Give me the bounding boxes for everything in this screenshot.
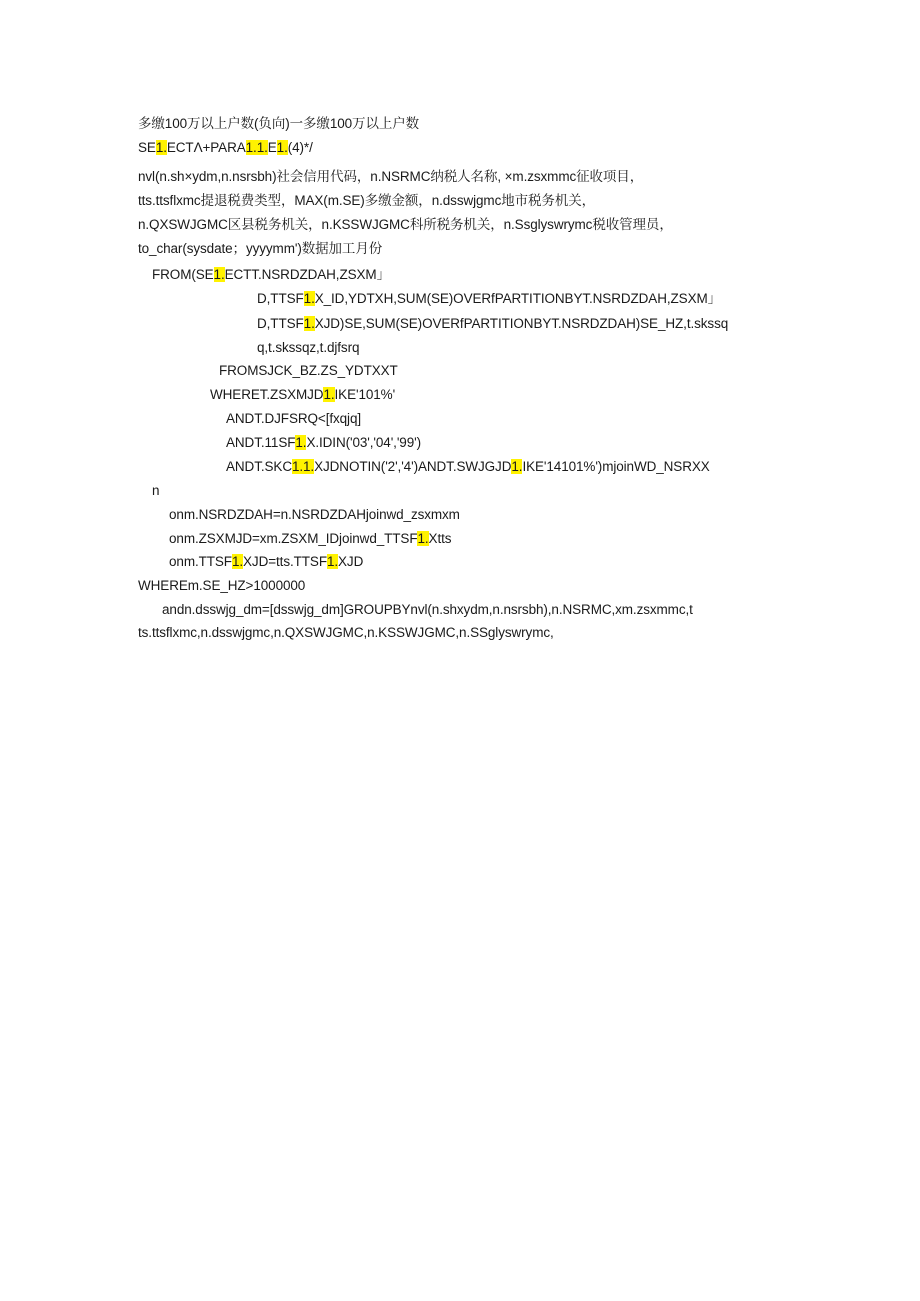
line-text: Xtts — [428, 531, 452, 546]
line-text: onm.ZSXMJD=xm.ZSXM_IDjoinwd_TTSF — [169, 531, 418, 546]
highlighted-text: 1. — [417, 531, 429, 546]
line-text: XJD=tts.TTSF — [243, 554, 327, 569]
line-text: n.QXSWJGMC区县税务机关，n.KSSWJGMC科所税务机关，n.Ssglyswrymc税收管理员， — [138, 217, 673, 232]
line-text: ts.ttsflxmc,n.dsswjgmc,n.QXSWJGMC,n.KSSWJGMC,n.SSglyswrymc, — [138, 625, 554, 640]
highlighted-text: 1.1. — [291, 459, 315, 474]
line-text: ECTΛ+PARA — [166, 140, 246, 155]
highlighted-text: 1. — [323, 387, 335, 402]
doc-line — [138, 168, 643, 186]
doc-line — [138, 216, 673, 234]
doc-line — [169, 506, 460, 524]
highlighted-text: 1. — [303, 291, 315, 306]
line-text: D,TTSF — [257, 316, 304, 331]
doc-line — [138, 624, 554, 642]
line-text: onm.TTSF — [169, 554, 232, 569]
doc-line — [138, 139, 313, 157]
highlighted-text: 1. — [303, 316, 315, 331]
line-text: ANDT.SKC — [226, 459, 292, 474]
doc-line — [138, 115, 419, 133]
doc-line — [257, 290, 721, 308]
line-text: andn.dsswjg_dm=[dsswjg_dm]GROUPBYnvl(n.shxydm,n.nsrsbh),n.NSRMC,xm.zsxmmc,t — [162, 602, 693, 617]
line-text: FROMSJCK_BZ.ZS_YDTXXT — [219, 363, 398, 378]
line-text: q,t.skssqz,t.djfsrq — [257, 340, 360, 355]
doc-line — [219, 362, 398, 380]
line-text: n — [152, 483, 160, 498]
line-text: E — [267, 140, 277, 155]
doc-line — [138, 577, 305, 595]
highlighted-text: 1. — [511, 459, 523, 474]
line-text: X.IDIN('03','04','99') — [306, 435, 421, 450]
line-text: onm.NSRDZDAH=n.NSRDZDAHjoinwd_zsxmxm — [169, 507, 460, 522]
line-text: D,TTSF — [257, 291, 304, 306]
doc-line — [138, 192, 595, 210]
line-text: ECTT.NSRDZDAH,ZSXM」 — [224, 267, 390, 282]
line-text: SE — [138, 140, 156, 155]
doc-line — [169, 530, 451, 548]
highlighted-text: 1.1. — [245, 140, 268, 155]
doc-line — [169, 553, 363, 571]
line-text: (4)*/ — [287, 140, 313, 155]
line-text: to_char(sysdate；yyyymm')数据加工月份 — [138, 241, 383, 256]
doc-line — [152, 266, 390, 284]
doc-line — [226, 434, 421, 452]
line-text: X_ID,YDTXH,SUM(SE)OVERfPARTITIONBYT.NSRDZDAH,ZSXM」 — [314, 291, 722, 306]
line-text: WHERET.ZSXMJD — [210, 387, 324, 402]
highlighted-text: 1. — [326, 554, 339, 569]
highlighted-text: 1. — [231, 554, 244, 569]
line-text: 多缴100万以上户数(负向)一多缴100万以上户数 — [138, 116, 420, 131]
line-text: FROM(SE — [152, 267, 214, 282]
doc-line — [257, 315, 728, 333]
line-text: XJD — [338, 554, 364, 569]
line-text: tts.ttsflxmc提退税费类型，MAX(m.SE)多缴金额，n.dsswjgmc地市税务机关， — [138, 193, 596, 208]
line-text: nvl(n.sh×ydm,n.nsrsbh)社会信用代码，n.NSRMC纳税人名称, ×m.zsxmmc征收项目， — [138, 169, 644, 184]
line-text: IKE'101%' — [334, 387, 396, 402]
highlighted-text: 1. — [155, 140, 167, 155]
line-text: ANDT.11SF — [226, 435, 296, 450]
doc-line — [152, 482, 159, 500]
line-text: XJD)SE,SUM(SE)OVERfPARTITIONBYT.NSRDZDAH)SE_HZ,t.skssq — [314, 316, 729, 331]
doc-line — [210, 386, 395, 404]
doc-line — [226, 458, 710, 476]
line-text: XJDNOTIN('2','4')ANDT.SWJGJD — [314, 459, 512, 474]
doc-line — [162, 601, 693, 619]
line-text: WHEREm.SE_HZ>1000000 — [138, 578, 306, 593]
highlighted-text: 1. — [213, 267, 225, 282]
doc-line — [138, 240, 382, 258]
line-text: ANDT.DJFSRQ<[fxqjq] — [226, 411, 362, 426]
highlighted-text: 1. — [276, 140, 288, 155]
line-text: IKE'14101%')mjoinWD_NSRXX — [522, 459, 710, 474]
doc-line — [226, 410, 361, 428]
highlighted-text: 1. — [295, 435, 307, 450]
doc-line — [257, 339, 359, 357]
